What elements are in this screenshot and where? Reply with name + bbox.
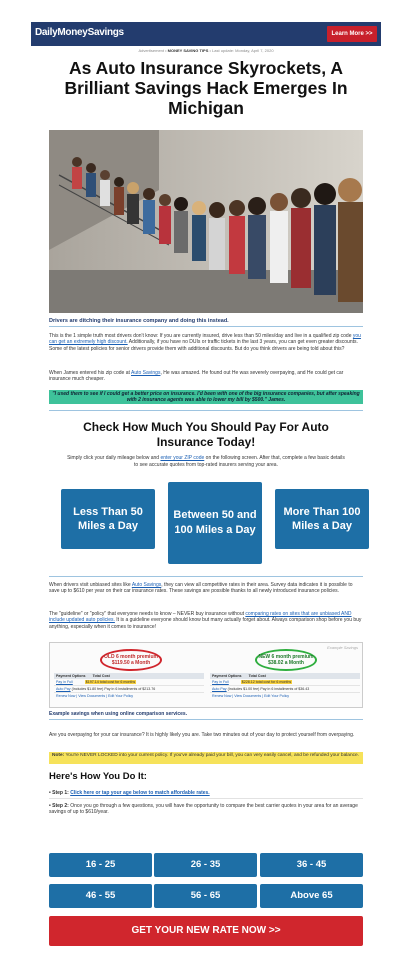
auto-savings-link[interactable]: Auto Savings	[131, 370, 161, 376]
queue-photo-icon	[49, 130, 363, 313]
table-row: Auto Pay (Includes $1.80 fee) Pay in 6 installments of $213.76	[54, 686, 204, 693]
age-button-36-45[interactable]: 36 - 45	[260, 853, 363, 877]
age-button-56-65[interactable]: 56 - 65	[154, 884, 257, 908]
step-1-link[interactable]: Click here or tap your age below to match affordable rates.	[70, 790, 210, 796]
age-button-above-65[interactable]: Above 65	[260, 884, 363, 908]
note-box: Note: You're NEVER LOCKED into your current policy. If you've already paid your bill, you can very easily cancel, and be refunded your balance.	[49, 752, 363, 764]
guideline-paragraph: The "guideline" or "policy" that everyone needs to know – NEVER buy insurance without comparing rates on sites that are unbiased AND include updated auto policies. It is a guideline everyone should know but many actually forget about. Always comparison shop before you buy anything, especially when it comes to insurance!	[49, 611, 362, 630]
table-row: Pay in Full $228.12 total cost for 6 months	[210, 679, 360, 686]
hero-image	[49, 130, 363, 313]
policy-links[interactable]: Renew Now | View Documents | Edit Your Policy	[56, 694, 134, 698]
divider	[49, 326, 363, 327]
example-label: Example Savings	[327, 645, 358, 650]
step-2: • Step 2: Once you go through a few questions, you will have the opportunity to compare the best carrier quotes in your area for an average savings of up to $610/year.	[49, 803, 358, 816]
new-premium-table	[210, 673, 360, 699]
mileage-button-50-to-100[interactable]: Between 50 and 100 Miles a Day	[168, 482, 262, 564]
overpaying-paragraph: Are you overpaying for your car insurance? It is highly likely you are. Take two minutes out of your day to protect yourself from overpaying.	[49, 732, 355, 738]
old-premium-table	[54, 673, 204, 699]
table-row: Auto Pay (Includes $1.00 fee) Pay in 6 installments of $36.43	[210, 686, 360, 693]
auto-savings-link[interactable]: Auto Savings	[131, 582, 162, 588]
advertisement-line: Advertisement • MONEY SAVING TIPS • Last update: Monday, April 7, 2020	[138, 48, 274, 53]
section-subtext: Simply click your daily mileage below and enter your ZIP code on the following screen. After that, complete a few basic details to see accurate quotes from top-rated insurers serving your area.	[67, 455, 345, 468]
compare-rates-link[interactable]: comparing rates on sites that are unbiased AND include updated auto policies.	[49, 611, 352, 624]
zip-code-link[interactable]: enter your ZIP code	[160, 455, 205, 461]
article-page	[27, 0, 385, 954]
table-header: Payment Options Total Cost	[54, 673, 204, 679]
table-header: Payment Options Total Cost	[210, 673, 360, 679]
page-title: As Auto Insurance Skyrockets, A Brilliant Savings Hack Emerges In Michigan	[64, 58, 348, 118]
get-new-rate-button[interactable]: GET YOUR NEW RATE NOW >>	[49, 916, 363, 946]
policy-links[interactable]: Renew Now | View Documents | Edit Your Policy	[212, 694, 290, 698]
divider	[49, 798, 363, 799]
divider	[49, 719, 363, 720]
new-premium-oval: NEW 6 month premium $38.02 a Month	[255, 649, 317, 671]
example-caption: Example savings when using online comparison services.	[49, 711, 188, 717]
how-to-heading: Here's How You Do It:	[49, 771, 147, 782]
learn-more-button[interactable]: Learn More >>	[327, 26, 377, 42]
testimonial-quote: "I used them to see if I could get a better price on insurance. I'd been with one of the big insurance companies, but after speaking with 2 insurance agents was able to lower my bill by $500." James.	[49, 390, 363, 404]
age-button-46-55[interactable]: 46 - 55	[49, 884, 152, 908]
table-row: Pay in Full $197.14 total cost for 6 months	[54, 679, 204, 686]
discount-link[interactable]: you can get an extremely high discount.	[49, 333, 361, 346]
mileage-button-more-than-100[interactable]: More Than 100 Miles a Day	[275, 489, 369, 549]
example-savings-box	[49, 642, 363, 708]
mileage-button-less-than-50[interactable]: Less Than 50 Miles a Day	[61, 489, 155, 549]
top-bar	[31, 22, 381, 46]
section-heading: Check How Much You Should Pay For Auto Insurance Today!	[83, 420, 329, 449]
age-button-26-35[interactable]: 26 - 35	[154, 853, 257, 877]
step-1: • Step 1: Click here or tap your age below to match affordable rates.	[49, 790, 210, 796]
divider	[49, 410, 363, 411]
intro-paragraph: This is the 1 simple truth most drivers don't know: If you are currently insured, drive less than 50 miles/day and live in a qualified zip code you can get an extremely high discount. Additionally, if you have no DUIs or traffic tickets in the last 3 years, you can get even greater discounts. Some of the latest policies for senior drivers provide them with additional discounts. But do you think drivers are being told about this?	[49, 333, 361, 352]
james-paragraph: When James entered his zip code at Auto Savings, He was amazed. He found out He was severely overpaying, and He could get car insurance much cheaper.	[49, 370, 344, 383]
age-button-16-25[interactable]: 16 - 25	[49, 853, 152, 877]
old-premium-oval: OLD 6 month premium $119.50 a Month	[100, 649, 162, 671]
site-logo[interactable]: DailyMoneySavings	[35, 27, 124, 38]
unbiased-sites-paragraph: When drivers visit unbiased sites like Auto Savings, they can view all competitive rates in their area. Survey data indicates it is possible to save up to $610 per year on their car insurance rates. These savings are possible thanks to all newly introduced insurance policies.	[49, 582, 353, 595]
divider	[49, 576, 363, 577]
hero-caption: Drivers are ditching their insurance company and doing this instead.	[49, 318, 229, 324]
